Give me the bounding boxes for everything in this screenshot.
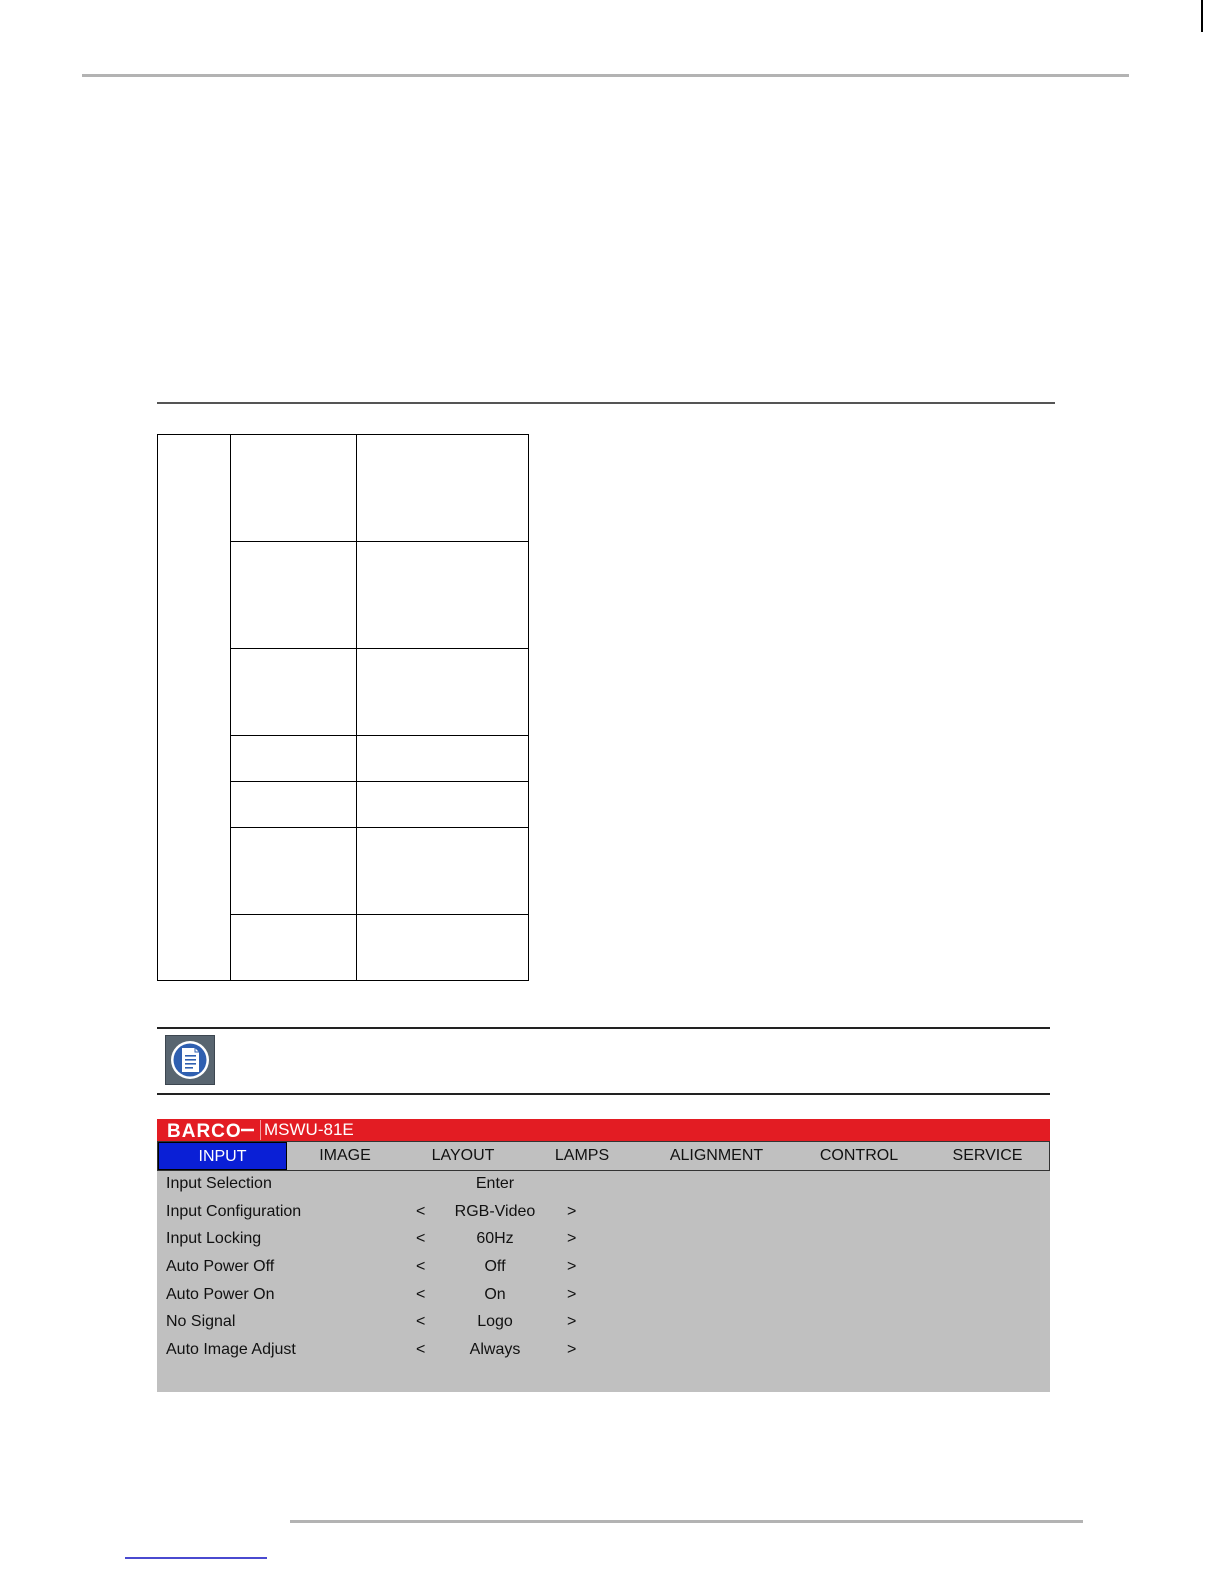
osd-prev-arrow[interactable]: < [416, 1230, 426, 1247]
osd-row-value: 60Hz [476, 1230, 514, 1247]
osd-row-value: Logo [477, 1313, 513, 1330]
table-cell-item [231, 782, 357, 828]
osd-row-value: Off [484, 1258, 506, 1275]
osd-row-input-selection[interactable] [157, 1172, 1050, 1196]
osd-row-label: Input Selection [166, 1175, 272, 1192]
note-bottom-rule [157, 1093, 1050, 1095]
tab-lamps[interactable]: LAMPS [554, 1147, 610, 1164]
osd-row-value: On [484, 1286, 506, 1303]
osd-prev-arrow[interactable]: < [416, 1341, 426, 1358]
osd-next-arrow[interactable]: > [567, 1203, 577, 1220]
note-top-rule [157, 1027, 1050, 1029]
osd-tab-bar [157, 1141, 1050, 1171]
osd-row-label: Auto Power Off [166, 1258, 275, 1275]
table-cell-option [357, 736, 529, 782]
table-cell-item [231, 435, 357, 542]
osd-row-input-configuration[interactable] [157, 1200, 1050, 1224]
corner-crop-mark [1201, 0, 1203, 32]
osd-next-arrow[interactable]: > [567, 1258, 577, 1275]
osd-row-value: Always [469, 1341, 521, 1358]
tab-control[interactable]: CONTROL [819, 1147, 899, 1164]
osd-next-arrow[interactable]: > [567, 1230, 577, 1247]
osd-row-label: Input Configuration [166, 1203, 302, 1220]
footer-link-underline [125, 1557, 267, 1559]
table-cell-item [231, 828, 357, 915]
table-cell-item [231, 542, 357, 649]
table-cell-option [357, 782, 529, 828]
osd-model-name: MSWU-81E [260, 1120, 366, 1140]
table-cell-option [357, 915, 529, 981]
osd-next-arrow[interactable]: > [567, 1286, 577, 1303]
osd-next-arrow[interactable]: > [567, 1341, 577, 1358]
table-cell-item [231, 915, 357, 981]
osd-row-auto-power-on[interactable] [157, 1283, 1050, 1307]
osd-next-arrow[interactable]: > [567, 1313, 577, 1330]
osd-prev-arrow[interactable]: < [416, 1203, 426, 1220]
osd-prev-arrow[interactable]: < [416, 1286, 426, 1303]
osd-row-auto-power-off[interactable] [157, 1255, 1050, 1279]
osd-menu-screenshot [157, 1119, 1050, 1392]
tab-layout[interactable]: LAYOUT [431, 1147, 495, 1164]
tab-alignment[interactable]: ALIGNMENT [669, 1147, 764, 1164]
tab-input[interactable]: INPUT [158, 1142, 287, 1170]
table-cell-option [357, 542, 529, 649]
osd-prev-arrow[interactable]: < [416, 1313, 426, 1330]
osd-row-no-signal[interactable] [157, 1310, 1050, 1334]
osd-row-input-locking[interactable] [157, 1227, 1050, 1251]
osd-row-label: Auto Power On [166, 1286, 275, 1303]
osd-prev-arrow[interactable]: < [416, 1258, 426, 1275]
osd-row-label: No Signal [166, 1313, 236, 1330]
table-cell-item [231, 736, 357, 782]
osd-row-label: Input Locking [166, 1230, 262, 1247]
osd-row-value: RGB-Video [454, 1203, 536, 1220]
table-cell-menu [158, 435, 231, 981]
osd-header-bar [157, 1119, 1050, 1141]
osd-row-value[interactable]: Enter [475, 1175, 515, 1192]
osd-row-auto-image-adjust[interactable] [157, 1338, 1050, 1362]
osd-row-label: Auto Image Adjust [166, 1341, 296, 1358]
tab-service[interactable]: SERVICE [952, 1147, 1023, 1164]
document-icon [165, 1035, 215, 1085]
svg-text:BARCO: BARCO [167, 1121, 242, 1141]
barco-logo [165, 1119, 255, 1141]
header-rule [82, 74, 1129, 77]
footer-rule [290, 1520, 1083, 1523]
tab-image[interactable]: IMAGE [319, 1147, 371, 1164]
table-cell-option [357, 435, 529, 542]
section-rule [157, 402, 1055, 404]
table-cell-option [357, 828, 529, 915]
menu-structure-table [157, 434, 529, 981]
table-cell-item [231, 649, 357, 736]
table-cell-option [357, 649, 529, 736]
